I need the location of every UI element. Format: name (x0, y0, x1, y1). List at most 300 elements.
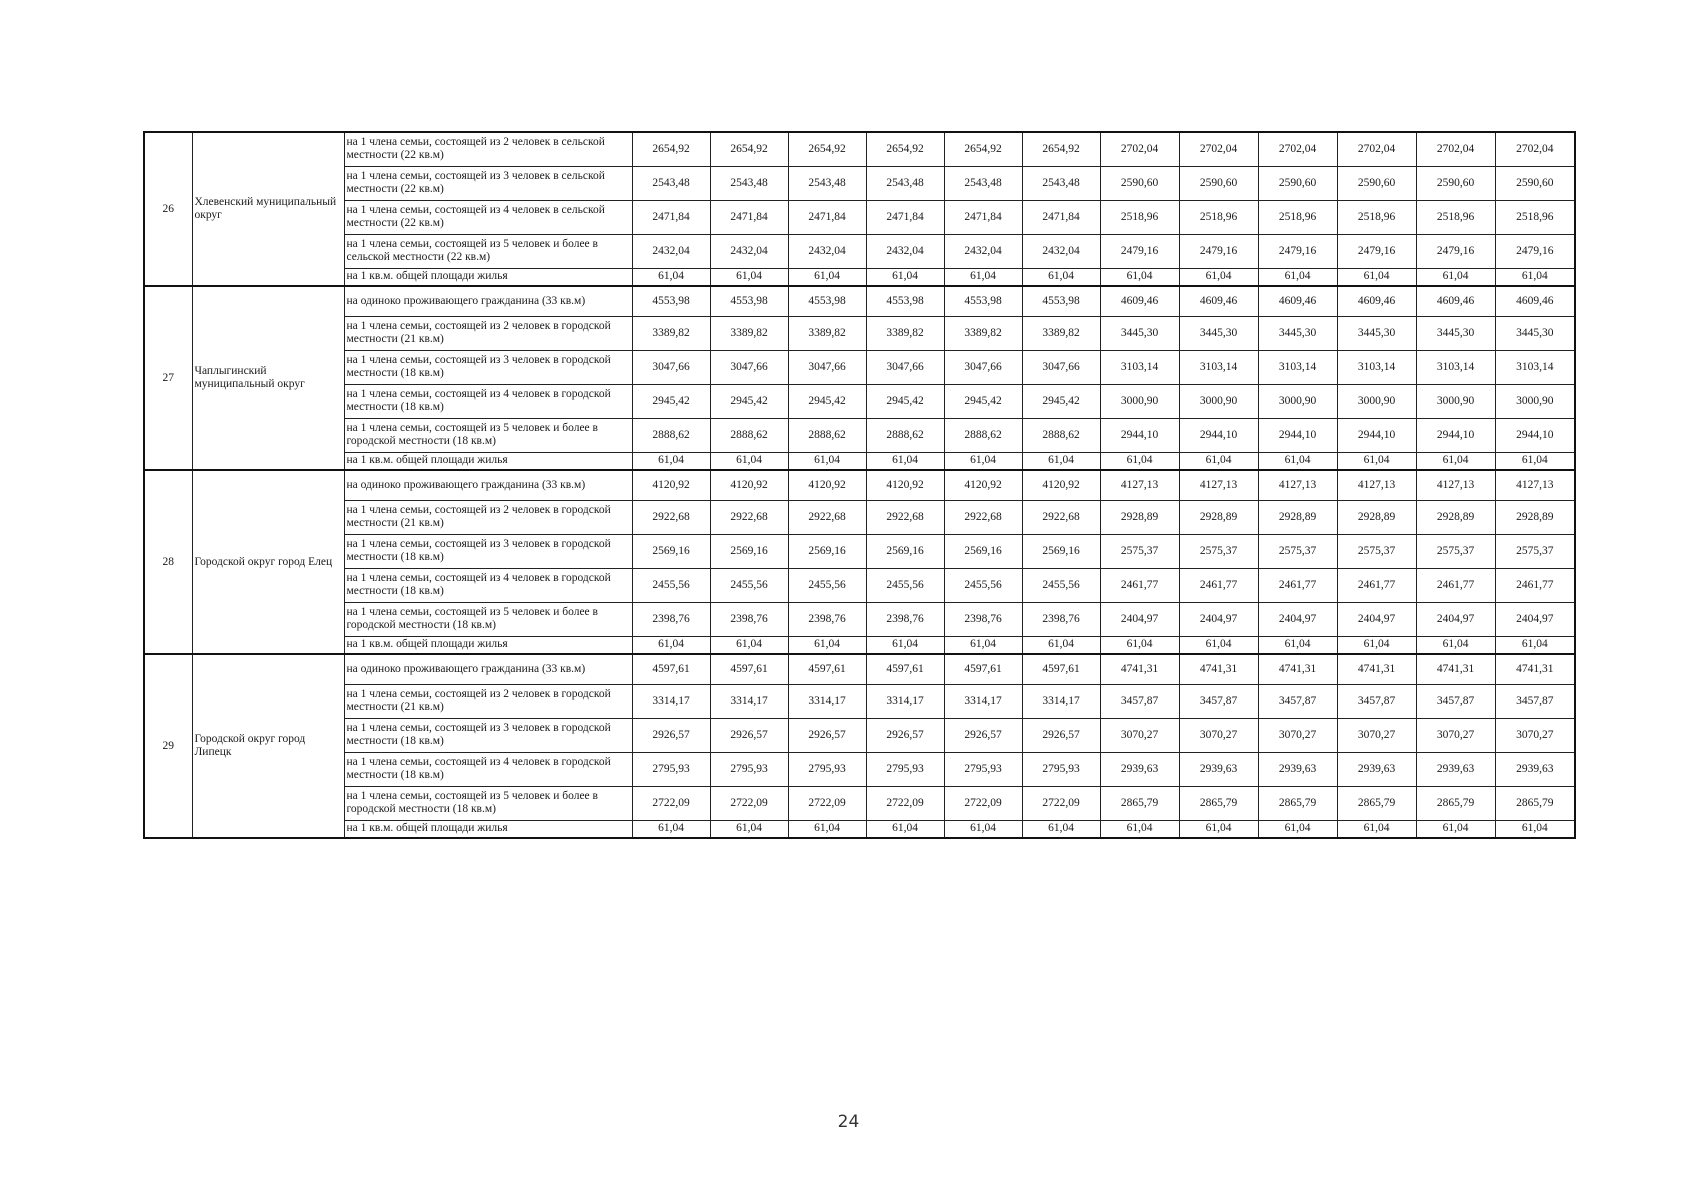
value-cell: 2404,97 (1100, 602, 1179, 636)
value-cell: 2569,16 (1022, 534, 1100, 568)
value-cell: 2543,48 (1022, 166, 1100, 200)
value-cell: 2926,57 (866, 718, 944, 752)
value-cell: 3445,30 (1495, 316, 1575, 350)
value-cell: 3389,82 (1022, 316, 1100, 350)
table-row (144, 384, 1575, 418)
value-cell: 2702,04 (1258, 132, 1337, 166)
table-row (144, 568, 1575, 602)
table-row (144, 350, 1575, 384)
value-cell: 4609,46 (1495, 286, 1575, 316)
tariff-table-wrapper (143, 131, 1575, 839)
value-cell: 61,04 (1337, 636, 1416, 654)
value-cell: 2455,56 (710, 568, 788, 602)
value-cell: 4597,61 (944, 654, 1022, 684)
value-cell: 2398,76 (788, 602, 866, 636)
category-cell: на 1 кв.м. общей площади жилья (344, 268, 632, 286)
value-cell: 2461,77 (1416, 568, 1495, 602)
value-cell: 4609,46 (1337, 286, 1416, 316)
value-cell: 2865,79 (1495, 786, 1575, 820)
value-cell: 2928,89 (1179, 500, 1258, 534)
value-cell: 2888,62 (788, 418, 866, 452)
value-cell: 4553,98 (1022, 286, 1100, 316)
category-cell: на 1 члена семьи, состоящей из 4 человек в городской местности (18 кв.м) (344, 752, 632, 786)
table-row (144, 166, 1575, 200)
value-cell: 2939,63 (1337, 752, 1416, 786)
row-index: 27 (144, 286, 192, 470)
value-cell: 2471,84 (710, 200, 788, 234)
value-cell: 3389,82 (944, 316, 1022, 350)
value-cell: 3047,66 (710, 350, 788, 384)
table-row (144, 418, 1575, 452)
value-cell: 61,04 (866, 268, 944, 286)
value-cell: 4609,46 (1179, 286, 1258, 316)
value-cell: 2518,96 (1495, 200, 1575, 234)
table-row (144, 534, 1575, 568)
value-cell: 2939,63 (1416, 752, 1495, 786)
value-cell: 61,04 (1258, 636, 1337, 654)
value-cell: 4120,92 (788, 470, 866, 500)
value-cell: 61,04 (1258, 820, 1337, 838)
value-cell: 2922,68 (1022, 500, 1100, 534)
value-cell: 61,04 (1337, 452, 1416, 470)
value-cell: 4597,61 (1022, 654, 1100, 684)
value-cell: 2575,37 (1179, 534, 1258, 568)
value-cell: 3314,17 (866, 684, 944, 718)
value-cell: 2922,68 (632, 500, 710, 534)
value-cell: 2945,42 (788, 384, 866, 418)
value-cell: 3314,17 (788, 684, 866, 718)
value-cell: 2795,93 (866, 752, 944, 786)
value-cell: 61,04 (710, 820, 788, 838)
value-cell: 4553,98 (866, 286, 944, 316)
value-cell: 2945,42 (632, 384, 710, 418)
value-cell: 3457,87 (1337, 684, 1416, 718)
value-cell: 61,04 (1495, 636, 1575, 654)
value-cell: 2865,79 (1100, 786, 1179, 820)
value-cell: 2543,48 (632, 166, 710, 200)
value-cell: 2888,62 (944, 418, 1022, 452)
value-cell: 2479,16 (1100, 234, 1179, 268)
category-cell: на 1 члена семьи, состоящей из 3 человек в сельской местности (22 кв.м) (344, 166, 632, 200)
value-cell: 2575,37 (1416, 534, 1495, 568)
page-number: 24 (837, 1112, 860, 1132)
value-cell: 2945,42 (866, 384, 944, 418)
value-cell: 3103,14 (1179, 350, 1258, 384)
value-cell: 4120,92 (866, 470, 944, 500)
value-cell: 3457,87 (1258, 684, 1337, 718)
value-cell: 61,04 (1179, 268, 1258, 286)
value-cell: 2928,89 (1100, 500, 1179, 534)
value-cell: 2590,60 (1179, 166, 1258, 200)
table-row (144, 786, 1575, 820)
table-row (144, 132, 1575, 166)
value-cell: 61,04 (1416, 452, 1495, 470)
value-cell: 2569,16 (710, 534, 788, 568)
value-cell: 2575,37 (1337, 534, 1416, 568)
tariff-table (143, 131, 1576, 839)
table-row (144, 268, 1575, 286)
value-cell: 61,04 (1022, 820, 1100, 838)
value-cell: 3070,27 (1258, 718, 1337, 752)
value-cell: 2518,96 (1258, 200, 1337, 234)
value-cell: 2888,62 (866, 418, 944, 452)
value-cell: 61,04 (866, 636, 944, 654)
value-cell: 61,04 (1022, 636, 1100, 654)
value-cell: 4597,61 (788, 654, 866, 684)
value-cell: 2944,10 (1337, 418, 1416, 452)
value-cell: 3070,27 (1337, 718, 1416, 752)
row-index: 26 (144, 132, 192, 286)
value-cell: 61,04 (866, 452, 944, 470)
table-row (144, 286, 1575, 316)
value-cell: 61,04 (632, 636, 710, 654)
value-cell: 3000,90 (1416, 384, 1495, 418)
value-cell: 2543,48 (866, 166, 944, 200)
value-cell: 61,04 (710, 452, 788, 470)
value-cell: 2518,96 (1416, 200, 1495, 234)
value-cell: 2928,89 (1416, 500, 1495, 534)
value-cell: 61,04 (866, 820, 944, 838)
value-cell: 2479,16 (1495, 234, 1575, 268)
value-cell: 2575,37 (1495, 534, 1575, 568)
value-cell: 4741,31 (1495, 654, 1575, 684)
value-cell: 61,04 (1100, 636, 1179, 654)
table-row (144, 452, 1575, 470)
value-cell: 2888,62 (710, 418, 788, 452)
value-cell: 3389,82 (710, 316, 788, 350)
value-cell: 61,04 (1100, 820, 1179, 838)
value-cell: 3103,14 (1416, 350, 1495, 384)
value-cell: 4127,13 (1337, 470, 1416, 500)
value-cell: 2722,09 (1022, 786, 1100, 820)
value-cell: 2461,77 (1337, 568, 1416, 602)
value-cell: 2590,60 (1337, 166, 1416, 200)
value-cell: 3000,90 (1179, 384, 1258, 418)
value-cell: 2455,56 (866, 568, 944, 602)
value-cell: 61,04 (944, 452, 1022, 470)
value-cell: 2926,57 (710, 718, 788, 752)
value-cell: 2479,16 (1258, 234, 1337, 268)
value-cell: 3457,87 (1179, 684, 1258, 718)
value-cell: 2398,76 (632, 602, 710, 636)
category-cell: на 1 члена семьи, состоящей из 5 человек и более в сельской местности (22 кв.м) (344, 234, 632, 268)
value-cell: 2575,37 (1100, 534, 1179, 568)
value-cell: 4609,46 (1100, 286, 1179, 316)
value-cell: 2461,77 (1495, 568, 1575, 602)
value-cell: 2795,93 (1022, 752, 1100, 786)
value-cell: 2926,57 (788, 718, 866, 752)
value-cell: 4553,98 (710, 286, 788, 316)
value-cell: 2702,04 (1179, 132, 1258, 166)
category-cell: на одиноко проживающего гражданина (33 кв.м) (344, 470, 632, 500)
value-cell: 2722,09 (866, 786, 944, 820)
table-row (144, 500, 1575, 534)
value-cell: 2939,63 (1495, 752, 1575, 786)
municipality-name: Хлевенский муниципальный округ (192, 132, 344, 286)
value-cell: 2590,60 (1495, 166, 1575, 200)
value-cell: 2471,84 (866, 200, 944, 234)
value-cell: 2518,96 (1337, 200, 1416, 234)
value-cell: 4120,92 (1022, 470, 1100, 500)
table-row (144, 718, 1575, 752)
value-cell: 61,04 (710, 636, 788, 654)
value-cell: 3389,82 (632, 316, 710, 350)
value-cell: 4741,31 (1100, 654, 1179, 684)
value-cell: 61,04 (632, 452, 710, 470)
value-cell: 61,04 (1495, 268, 1575, 286)
value-cell: 2461,77 (1258, 568, 1337, 602)
municipality-name: Городской округ город Липецк (192, 654, 344, 838)
value-cell: 3070,27 (1179, 718, 1258, 752)
value-cell: 2569,16 (866, 534, 944, 568)
table-row (144, 820, 1575, 838)
table-row (144, 636, 1575, 654)
value-cell: 3047,66 (1022, 350, 1100, 384)
value-cell: 61,04 (1022, 268, 1100, 286)
value-cell: 2404,97 (1337, 602, 1416, 636)
row-index: 28 (144, 470, 192, 654)
value-cell: 61,04 (788, 452, 866, 470)
value-cell: 2654,92 (866, 132, 944, 166)
value-cell: 3314,17 (944, 684, 1022, 718)
value-cell: 3070,27 (1495, 718, 1575, 752)
value-cell: 2795,93 (788, 752, 866, 786)
value-cell: 3103,14 (1100, 350, 1179, 384)
value-cell: 61,04 (632, 820, 710, 838)
value-cell: 61,04 (1416, 268, 1495, 286)
value-cell: 3103,14 (1495, 350, 1575, 384)
value-cell: 2404,97 (1258, 602, 1337, 636)
value-cell: 3103,14 (1258, 350, 1337, 384)
value-cell: 3445,30 (1258, 316, 1337, 350)
value-cell: 2939,63 (1100, 752, 1179, 786)
value-cell: 2432,04 (944, 234, 1022, 268)
value-cell: 2654,92 (788, 132, 866, 166)
category-cell: на одиноко проживающего гражданина (33 кв.м) (344, 286, 632, 316)
value-cell: 3000,90 (1337, 384, 1416, 418)
category-cell: на одиноко проживающего гражданина (33 кв.м) (344, 654, 632, 684)
value-cell: 61,04 (1179, 452, 1258, 470)
value-cell: 2455,56 (1022, 568, 1100, 602)
category-cell: на 1 кв.м. общей площади жилья (344, 452, 632, 470)
value-cell: 4741,31 (1258, 654, 1337, 684)
value-cell: 2922,68 (710, 500, 788, 534)
category-cell: на 1 члена семьи, состоящей из 3 человек в городской местности (18 кв.м) (344, 350, 632, 384)
value-cell: 2404,97 (1416, 602, 1495, 636)
category-cell: на 1 члена семьи, состоящей из 3 человек в городской местности (18 кв.м) (344, 718, 632, 752)
value-cell: 2702,04 (1416, 132, 1495, 166)
category-cell: на 1 кв.м. общей площади жилья (344, 636, 632, 654)
value-cell: 61,04 (1179, 820, 1258, 838)
value-cell: 2926,57 (632, 718, 710, 752)
value-cell: 2543,48 (944, 166, 1022, 200)
value-cell: 4127,13 (1100, 470, 1179, 500)
value-cell: 2722,09 (788, 786, 866, 820)
value-cell: 2432,04 (632, 234, 710, 268)
value-cell: 4609,46 (1416, 286, 1495, 316)
value-cell: 61,04 (1022, 452, 1100, 470)
value-cell: 3457,87 (1100, 684, 1179, 718)
value-cell: 2722,09 (944, 786, 1022, 820)
value-cell: 3445,30 (1100, 316, 1179, 350)
value-cell: 3445,30 (1337, 316, 1416, 350)
value-cell: 2569,16 (944, 534, 1022, 568)
value-cell: 4597,61 (632, 654, 710, 684)
value-cell: 3389,82 (788, 316, 866, 350)
value-cell: 2865,79 (1179, 786, 1258, 820)
value-cell: 2654,92 (632, 132, 710, 166)
value-cell: 4553,98 (788, 286, 866, 316)
value-cell: 2702,04 (1337, 132, 1416, 166)
value-cell: 3000,90 (1100, 384, 1179, 418)
table-row (144, 684, 1575, 718)
value-cell: 2398,76 (710, 602, 788, 636)
value-cell: 2398,76 (866, 602, 944, 636)
value-cell: 4120,92 (944, 470, 1022, 500)
category-cell: на 1 члена семьи, состоящей из 4 человек в сельской местности (22 кв.м) (344, 200, 632, 234)
value-cell: 3457,87 (1416, 684, 1495, 718)
value-cell: 61,04 (788, 268, 866, 286)
value-cell: 2479,16 (1337, 234, 1416, 268)
value-cell: 61,04 (1337, 268, 1416, 286)
value-cell: 2928,89 (1337, 500, 1416, 534)
value-cell: 2432,04 (788, 234, 866, 268)
value-cell: 3070,27 (1416, 718, 1495, 752)
value-cell: 3314,17 (632, 684, 710, 718)
value-cell: 4120,92 (710, 470, 788, 500)
value-cell: 2945,42 (944, 384, 1022, 418)
value-cell: 3457,87 (1495, 684, 1575, 718)
category-cell: на 1 члена семьи, состоящей из 4 человек в городской местности (18 кв.м) (344, 384, 632, 418)
category-cell: на 1 члена семьи, состоящей из 4 человек в городской местности (18 кв.м) (344, 568, 632, 602)
value-cell: 61,04 (1100, 268, 1179, 286)
value-cell: 3000,90 (1258, 384, 1337, 418)
value-cell: 2543,48 (788, 166, 866, 200)
value-cell: 2939,63 (1179, 752, 1258, 786)
value-cell: 3389,82 (866, 316, 944, 350)
value-cell: 2461,77 (1179, 568, 1258, 602)
value-cell: 2543,48 (710, 166, 788, 200)
value-cell: 2865,79 (1416, 786, 1495, 820)
value-cell: 2944,10 (1416, 418, 1495, 452)
value-cell: 4609,46 (1258, 286, 1337, 316)
value-cell: 2432,04 (866, 234, 944, 268)
value-cell: 61,04 (1495, 820, 1575, 838)
value-cell: 2471,84 (788, 200, 866, 234)
value-cell: 4127,13 (1495, 470, 1575, 500)
value-cell: 4741,31 (1416, 654, 1495, 684)
value-cell: 2590,60 (1100, 166, 1179, 200)
value-cell: 2945,42 (1022, 384, 1100, 418)
value-cell: 2922,68 (788, 500, 866, 534)
value-cell: 2455,56 (632, 568, 710, 602)
value-cell: 2432,04 (1022, 234, 1100, 268)
value-cell: 2926,57 (944, 718, 1022, 752)
category-cell: на 1 члена семьи, состоящей из 2 человек в городской местности (21 кв.м) (344, 684, 632, 718)
category-cell: на 1 члена семьи, состоящей из 2 человек в сельской местности (22 кв.м) (344, 132, 632, 166)
table-row (144, 752, 1575, 786)
category-cell: на 1 члена семьи, состоящей из 5 человек и более в городской местности (18 кв.м) (344, 602, 632, 636)
value-cell: 2702,04 (1495, 132, 1575, 166)
value-cell: 2926,57 (1022, 718, 1100, 752)
value-cell: 3047,66 (788, 350, 866, 384)
value-cell: 4127,13 (1258, 470, 1337, 500)
value-cell: 2455,56 (944, 568, 1022, 602)
value-cell: 3047,66 (944, 350, 1022, 384)
table-row (144, 234, 1575, 268)
value-cell: 2455,56 (788, 568, 866, 602)
value-cell: 61,04 (1258, 268, 1337, 286)
value-cell: 61,04 (1258, 452, 1337, 470)
value-cell: 4741,31 (1337, 654, 1416, 684)
category-cell: на 1 члена семьи, состоящей из 2 человек в городской местности (21 кв.м) (344, 316, 632, 350)
value-cell: 4553,98 (632, 286, 710, 316)
value-cell: 2865,79 (1337, 786, 1416, 820)
value-cell: 2404,97 (1495, 602, 1575, 636)
tariff-table-body (144, 132, 1575, 838)
value-cell: 2928,89 (1495, 500, 1575, 534)
value-cell: 3047,66 (866, 350, 944, 384)
value-cell: 3070,27 (1100, 718, 1179, 752)
value-cell: 2479,16 (1416, 234, 1495, 268)
value-cell: 61,04 (632, 268, 710, 286)
value-cell: 2590,60 (1416, 166, 1495, 200)
value-cell: 2398,76 (944, 602, 1022, 636)
value-cell: 4120,92 (632, 470, 710, 500)
value-cell: 61,04 (788, 820, 866, 838)
value-cell: 2928,89 (1258, 500, 1337, 534)
value-cell: 2471,84 (1022, 200, 1100, 234)
value-cell: 61,04 (944, 268, 1022, 286)
value-cell: 2461,77 (1100, 568, 1179, 602)
value-cell: 2569,16 (632, 534, 710, 568)
value-cell: 2944,10 (1258, 418, 1337, 452)
category-cell: на 1 члена семьи, состоящей из 3 человек в городской местности (18 кв.м) (344, 534, 632, 568)
category-cell: на 1 члена семьи, состоящей из 5 человек и более в городской местности (18 кв.м) (344, 418, 632, 452)
value-cell: 4127,13 (1179, 470, 1258, 500)
value-cell: 4553,98 (944, 286, 1022, 316)
value-cell: 61,04 (1100, 452, 1179, 470)
value-cell: 2722,09 (710, 786, 788, 820)
value-cell: 2398,76 (1022, 602, 1100, 636)
value-cell: 2590,60 (1258, 166, 1337, 200)
table-row (144, 654, 1575, 684)
category-cell: на 1 члена семьи, состоящей из 5 человек и более в городской местности (18 кв.м) (344, 786, 632, 820)
value-cell: 2795,93 (632, 752, 710, 786)
value-cell: 3047,66 (632, 350, 710, 384)
value-cell: 3103,14 (1337, 350, 1416, 384)
value-cell: 2471,84 (632, 200, 710, 234)
value-cell: 3314,17 (1022, 684, 1100, 718)
value-cell: 61,04 (1416, 820, 1495, 838)
municipality-name: Городской округ город Елец (192, 470, 344, 654)
value-cell: 2939,63 (1258, 752, 1337, 786)
value-cell: 2945,42 (710, 384, 788, 418)
value-cell: 2944,10 (1495, 418, 1575, 452)
table-row (144, 316, 1575, 350)
value-cell: 4741,31 (1179, 654, 1258, 684)
value-cell: 3314,17 (710, 684, 788, 718)
value-cell: 4597,61 (710, 654, 788, 684)
value-cell: 2654,92 (710, 132, 788, 166)
table-row (144, 200, 1575, 234)
value-cell: 4127,13 (1416, 470, 1495, 500)
value-cell: 61,04 (1416, 636, 1495, 654)
category-cell: на 1 кв.м. общей площади жилья (344, 820, 632, 838)
row-index: 29 (144, 654, 192, 838)
value-cell: 3000,90 (1495, 384, 1575, 418)
value-cell: 2471,84 (944, 200, 1022, 234)
